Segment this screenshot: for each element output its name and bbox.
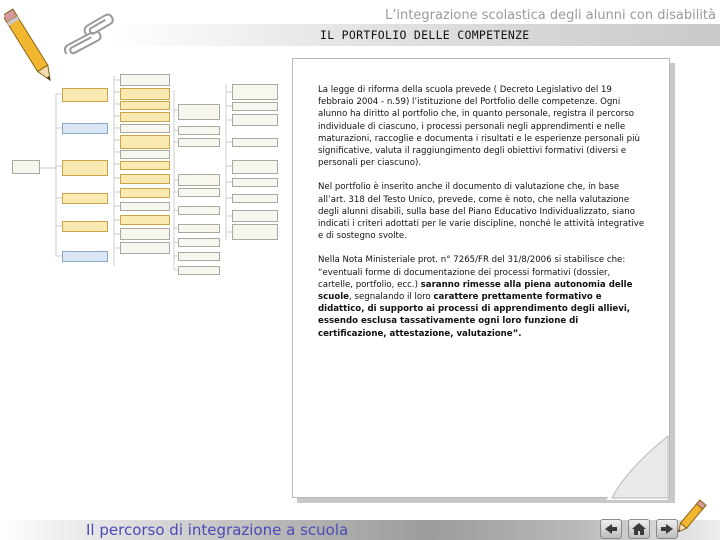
diagram-node [120, 188, 170, 198]
page-subtitle: IL PORTFOLIO DELLE COMPETENZE [320, 28, 530, 42]
diagram-node [62, 251, 108, 262]
back-arrow-icon [604, 523, 618, 535]
diagram-node [62, 160, 108, 176]
diagram-node [120, 161, 170, 170]
diagram-node [178, 174, 220, 186]
diagram-node [232, 84, 278, 100]
diagram-node [232, 210, 278, 222]
diagram-node [120, 124, 170, 133]
diagram-node [232, 224, 278, 240]
diagram-node [120, 88, 170, 100]
page-curl-icon [606, 430, 676, 500]
paragraph-evaluation: Nel portfolio è inserito anche il documento di valutazione che, in base all’art. 318 del Testo Unico, prevede, come è noto, che nella valutazione degli alunni disabili, sulla base del Piano Educativo Individualizzato, siano indicati i criteri adottati per le varie discipline, nonché le attività integrative e di sostegno svolte. [318, 182, 645, 242]
note-emphasis: saranno rimesse alla piena autonomia delle scuole [318, 279, 633, 303]
diagram-node [232, 178, 278, 187]
diagram-node [178, 138, 220, 147]
diagram-node [232, 160, 278, 174]
diagram-node [62, 123, 108, 134]
diagram-node [120, 112, 170, 122]
diagram-node [178, 104, 220, 120]
diagram-node [232, 102, 278, 111]
paragraph-portfolio-law: La legge di riforma della scuola prevede ( Decreto Legislativo del 19 febbraio 2004 - n.59) l’istituzione del Portfolio delle competenze. Ogni alunno ha diritto al portfolio che, in quanto personale, registra il percorso individuale di ciascuno, i processi personali negli apprendimenti e nelle maturazioni, raccoglie e documenta i risultati e le esperienze personali più significative, valuta il raggiungimento degli obiettivi formativi (diversi e personali per ciascuno). [318, 85, 640, 169]
diagram-node [62, 221, 108, 232]
diagram-node [120, 202, 170, 211]
content-text [318, 84, 646, 352]
page-title: L’integrazione scolastica degli alunni con disabilità [385, 8, 716, 23]
diagram-node [120, 228, 170, 240]
diagram-node [232, 114, 278, 126]
home-button[interactable] [628, 519, 650, 539]
diagram-node [178, 188, 220, 197]
diagram-node [120, 174, 170, 184]
diagram-node [120, 135, 170, 149]
diagram-node [178, 224, 220, 233]
back-button[interactable] [600, 519, 622, 539]
diagram-node [120, 101, 170, 110]
diagram-node [232, 138, 278, 147]
diagram-node [178, 266, 220, 275]
concept-map-diagram [10, 70, 290, 280]
diagram-node [178, 126, 220, 135]
diagram-node [120, 242, 170, 254]
note-emphasis: carattere prettamente formativo e didattico, di supporto ai processi di apprendimento degli allievi, essendo esclusa tassativamente ogni loro funzione di certificazione, attestazione, valutazione”. [318, 292, 631, 339]
diagram-node [178, 252, 220, 261]
note-text: Nella Nota Ministeriale prot. n° 7265/FR del 31/8/2006 si stabilisce che: “eventuali forme di documentazione dei processi formativi (dossier, cartelle, portfolio, ecc.) [318, 255, 626, 290]
footer-title: Il percorso di integrazione a scuola [86, 521, 349, 539]
note-text: , segnalando il loro [349, 292, 434, 303]
diagram-node [120, 150, 170, 159]
diagram-node [12, 160, 40, 174]
pencil-icon [668, 496, 712, 540]
diagram-node [120, 215, 170, 225]
diagram-node [120, 74, 170, 86]
diagram-node [178, 238, 220, 247]
diagram-node [178, 206, 220, 215]
diagram-node [62, 193, 108, 204]
diagram-node [232, 194, 278, 203]
paragraph-ministerial-note [318, 254, 646, 339]
home-icon [632, 523, 646, 535]
diagram-node [62, 88, 108, 102]
paperclip-icon [60, 32, 106, 58]
